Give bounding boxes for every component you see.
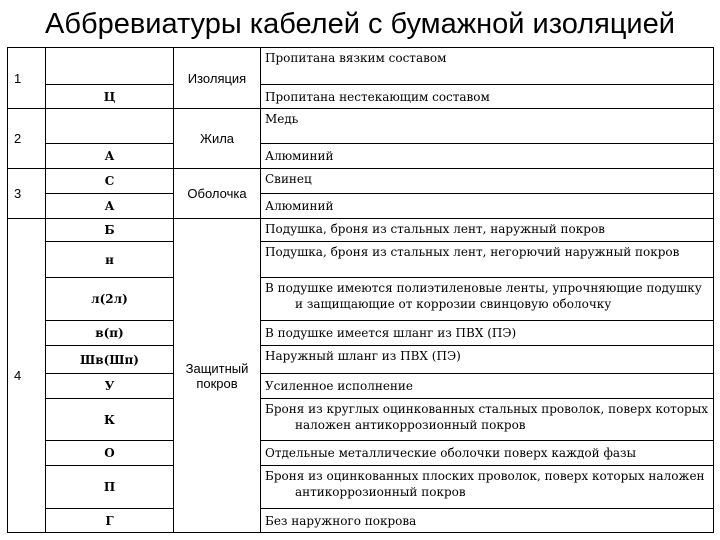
table-row	[8, 399, 714, 441]
description-cell: Наружный шланг из ПВХ (ПЭ)	[261, 346, 714, 374]
abbreviation-cell: К	[46, 399, 174, 441]
table-row	[8, 321, 714, 346]
page-title: Аббревиатуры кабелей с бумажной изоляцией	[45, 8, 675, 40]
group-number: 1	[8, 48, 46, 109]
description-cell-wrap	[261, 399, 714, 441]
table-row	[8, 194, 714, 219]
description-cell: В подушке имеется шланг из ПВХ (ПЭ)	[261, 321, 714, 346]
group-number: 2	[8, 109, 46, 169]
abbreviation-cell	[46, 109, 174, 144]
description-cell: Пропитана нестекающим составом	[261, 85, 714, 109]
table-row	[8, 85, 714, 109]
table-row	[8, 466, 714, 509]
abbreviation-cell: А	[46, 144, 174, 169]
description-cell: Без наружного покрова	[261, 509, 714, 533]
table-row	[8, 219, 714, 242]
abbreviation-cell: Г	[46, 509, 174, 533]
abbreviation-cell: П	[46, 466, 174, 509]
description-cell: Броня из круглых оцинкованных стальных проволок, поверх которых наложен антикоррозионный покров	[265, 402, 709, 432]
description-cell: Усиленное исполнение	[261, 374, 714, 399]
category-cell: Защитный покров	[174, 219, 261, 533]
description-cell: Броня из оцинкованных плоских проволок, поверх которых наложен антикоррозионный покров	[265, 469, 705, 499]
abbreviation-cell: л(2л)	[46, 278, 174, 321]
description-cell: В подушке имеются полиэтиленовые ленты, упрочняющие подушку и защищающие от коррозии свинцовую оболочку	[265, 281, 702, 311]
table-row	[8, 48, 714, 85]
table-row	[8, 144, 714, 169]
description-cell: Отдельные металлические оболочки поверх каждой фазы	[261, 441, 714, 466]
table-row	[8, 242, 714, 278]
group-number: 3	[8, 169, 46, 219]
table-row	[8, 374, 714, 399]
abbreviation-cell: Шв(Шп)	[46, 346, 174, 374]
table-row	[8, 509, 714, 533]
category-cell: Жила	[174, 109, 261, 169]
table-row	[8, 441, 714, 466]
table-row	[8, 169, 714, 194]
description-cell: Свинец	[261, 169, 714, 194]
abbreviation-cell: О	[46, 441, 174, 466]
description-cell: Пропитана вязким составом	[261, 48, 714, 85]
abbreviation-cell: н	[46, 242, 174, 278]
category-cell: Изоляция	[174, 48, 261, 109]
group-number: 4	[8, 219, 46, 533]
table-row	[8, 346, 714, 374]
abbreviation-cell: Ц	[46, 85, 174, 109]
abbreviation-cell: А	[46, 194, 174, 219]
table-row	[8, 278, 714, 321]
description-cell: Подушка, броня из стальных лент, негорючий наружный покров	[261, 242, 714, 278]
abbreviation-table	[7, 47, 714, 533]
abbreviation-cell	[46, 48, 174, 85]
abbreviation-cell: Б	[46, 219, 174, 242]
description-cell-wrap	[261, 466, 714, 509]
description-cell: Алюминий	[261, 144, 714, 169]
abbreviation-cell: в(п)	[46, 321, 174, 346]
abbreviation-cell: У	[46, 374, 174, 399]
table-row	[8, 109, 714, 144]
description-cell-wrap	[261, 278, 714, 321]
abbreviation-cell: С	[46, 169, 174, 194]
category-cell: Оболочка	[174, 169, 261, 219]
description-cell: Алюминий	[261, 194, 714, 219]
description-cell: Подушка, броня из стальных лент, наружный покров	[261, 219, 714, 242]
description-cell: Медь	[261, 109, 714, 144]
